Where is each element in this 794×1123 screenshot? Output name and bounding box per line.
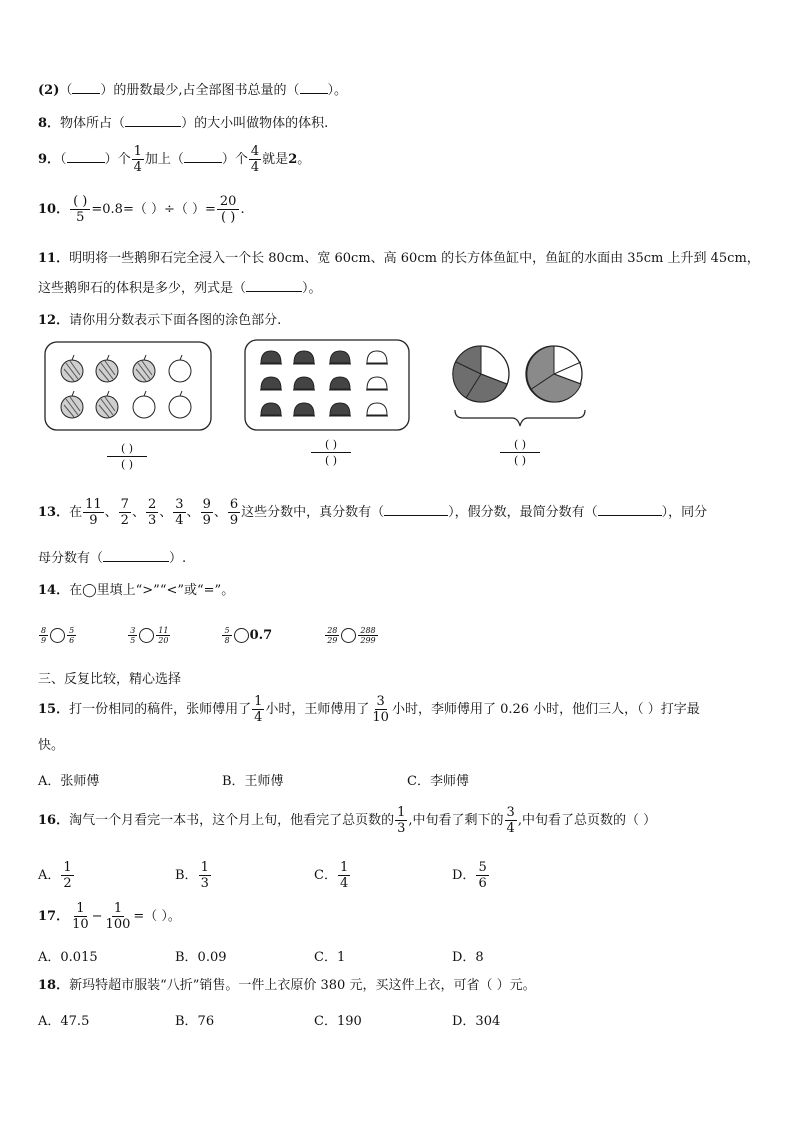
separator: 、 bbox=[104, 505, 118, 520]
fraction: $\frac{4}{4}$ bbox=[250, 144, 260, 175]
question-11-line1: 11．明明将一些鹅卵石完全浸入一个长 80cm、宽 60cm、高 60cm 的长方体鱼缸中，鱼缸的水面由 35cm 上升到 45cm， bbox=[38, 251, 760, 266]
option-d[interactable]: D． $\frac{5}{6}$ bbox=[452, 860, 487, 891]
question-number: 18． bbox=[38, 978, 70, 993]
compare-circle[interactable] bbox=[50, 628, 65, 643]
answer-blank[interactable] bbox=[384, 515, 448, 516]
question-number: 9． bbox=[38, 152, 61, 167]
answer-fraction-3[interactable]: ( ) ( ) bbox=[500, 437, 540, 468]
question-2-part: (2)（ ）的册数最少,占全部图书总量的（ ）。 bbox=[38, 83, 348, 98]
compare-circle[interactable] bbox=[341, 628, 356, 643]
answer-blank[interactable] bbox=[598, 515, 662, 516]
peach-picture bbox=[244, 339, 410, 431]
shaded-circle-left bbox=[453, 346, 509, 402]
question-13-line1: 13．在 $\frac{11}{9}$ 、 $\frac{7}{2}$ 、 $\frac{2}{3}$ 、 $\frac{3}{4}$ 、 $\frac{9}{9}$ 、 $\frac{6}{9}$ 这些分数中，真分数有（ ），假分数，最简分数有（ ），同分 bbox=[38, 497, 708, 528]
question-12: 12．请你用分数表示下面各图的涂色部分. bbox=[38, 313, 282, 328]
option-c[interactable]: C．1 bbox=[314, 950, 346, 965]
fraction: $\frac{3}{10}$ bbox=[372, 694, 389, 725]
answer-blank[interactable] bbox=[246, 291, 302, 292]
option-a[interactable]: A．47.5 bbox=[38, 1014, 90, 1029]
fraction: $\frac{1}{100}$ bbox=[105, 901, 131, 932]
fraction-list bbox=[82, 497, 241, 528]
option-a[interactable]: A．0.015 bbox=[38, 950, 98, 965]
separator: 、 bbox=[213, 505, 227, 520]
option-b[interactable]: B．76 bbox=[175, 1014, 215, 1029]
answer-fraction-1[interactable]: ( ) ( ) bbox=[107, 441, 147, 472]
option-d[interactable]: D．8 bbox=[452, 950, 484, 965]
compare-item: $\frac{8}{9}$ $\frac{5}{6}$ bbox=[41, 626, 75, 645]
question-number: 13． bbox=[38, 505, 70, 520]
question-15-line1: 15．打一份相同的稿件，张师傅用了 $\frac{1}{4}$ 小时，王师傅用了 $\frac{3}{10}$ 小时，李师傅用了 0.26 小时，他们三人，（ ）打字最 bbox=[38, 694, 700, 725]
fraction: $\frac{20}{( )}$ bbox=[217, 194, 240, 225]
shaded-circle-right bbox=[526, 346, 582, 402]
option-c[interactable]: C．李师傅 bbox=[407, 774, 469, 789]
question-14-items bbox=[38, 625, 379, 647]
compare-circle[interactable] bbox=[234, 628, 249, 643]
answer-blank[interactable] bbox=[125, 126, 181, 127]
option-d[interactable]: D．304 bbox=[452, 1014, 501, 1029]
section-title: 三、反复比较，精心选择 bbox=[38, 672, 182, 687]
separator: 、 bbox=[186, 505, 200, 520]
fraction: $\frac{3}{4}$ bbox=[506, 805, 515, 836]
question-18: 18．新玛特超市服装“八折”销售。一件上衣原价 380 元，买这件上衣，可省（ ）元。 bbox=[38, 978, 536, 993]
answer-blank[interactable] bbox=[72, 93, 100, 94]
question-9: 9．（ ）个 $\frac{1}{4}$ 加上（ ）个 $\frac{4}{4}$ 就是2。 bbox=[38, 144, 311, 175]
fraction: $\frac{6}{9}$ bbox=[229, 497, 239, 528]
option-c[interactable]: C． $\frac{1}{4}$ bbox=[314, 860, 349, 891]
fraction: $\frac{1}{10}$ bbox=[72, 901, 89, 932]
question-number: 14． bbox=[38, 583, 70, 598]
compare-circle[interactable] bbox=[139, 628, 154, 643]
fraction: $\frac{1}{3}$ bbox=[397, 805, 406, 836]
option-c[interactable]: C．190 bbox=[314, 1014, 362, 1029]
question-16: 16．淘气一个月看完一本书，这个月上旬，他看完了总页数的 $\frac{1}{3}$ ,中旬看了剩下的 $\frac{3}{4}$ ,中旬看了总页数的（ ） bbox=[38, 805, 657, 836]
separator: 、 bbox=[131, 505, 145, 520]
question-14: 14．在◯里填上“>”“<”或“=”。 bbox=[38, 583, 235, 598]
option-b[interactable]: B．0.09 bbox=[175, 950, 227, 965]
fraction: $\frac{( )}{5}$ bbox=[70, 194, 90, 225]
answer-blank[interactable] bbox=[67, 162, 105, 163]
separator: 、 bbox=[159, 505, 173, 520]
brace bbox=[455, 410, 585, 426]
question-10: 10． $\frac{( )}{5}$ =0.8=（ ）÷（ ）= $\frac{20}{( )}$ . bbox=[38, 194, 245, 225]
fraction: $\frac{2}{3}$ bbox=[147, 497, 157, 528]
question-number: 17． bbox=[38, 909, 70, 924]
fraction: $\frac{3}{4}$ bbox=[175, 497, 184, 528]
circle-picture bbox=[452, 340, 588, 430]
option-b[interactable]: B． $\frac{1}{3}$ bbox=[175, 860, 209, 891]
question-number: 12． bbox=[38, 313, 70, 328]
answer-blank[interactable] bbox=[103, 561, 169, 562]
question-15-line2: 快。 bbox=[38, 738, 65, 753]
answer-fraction-2[interactable]: ( ) ( ) bbox=[311, 437, 351, 468]
question-17: 17． $\frac{1}{10}$ − $\frac{1}{100}$ =（ ）。 bbox=[38, 901, 181, 932]
option-a[interactable]: A．张师傅 bbox=[38, 774, 100, 789]
question-number: 11． bbox=[38, 251, 70, 266]
fraction: $\frac{7}{2}$ bbox=[120, 497, 129, 528]
fraction: $\frac{11}{9}$ bbox=[85, 497, 102, 528]
question-13-line2: 母分数有（ ）. bbox=[38, 551, 187, 566]
fraction: $\frac{1}{4}$ bbox=[254, 694, 263, 725]
answer-blank[interactable] bbox=[184, 162, 222, 163]
question-number: 16． bbox=[38, 813, 70, 828]
question-number: 15． bbox=[38, 702, 70, 717]
option-a[interactable]: A． $\frac{1}{2}$ bbox=[38, 860, 72, 891]
fraction: $\frac{9}{9}$ bbox=[202, 497, 211, 528]
question-number: 8． bbox=[38, 116, 61, 131]
peach-icons bbox=[260, 351, 388, 416]
question-number: 10． bbox=[38, 202, 70, 217]
compare-item: $\frac{28}{29}$ $\frac{288}{299}$ bbox=[327, 626, 376, 645]
apple-picture bbox=[44, 341, 212, 431]
fraction: $\frac{1}{4}$ bbox=[133, 144, 142, 175]
question-11-line2: 这些鹅卵石的体积是多少，列式是（ ）。 bbox=[38, 281, 322, 296]
answer-blank[interactable] bbox=[300, 93, 328, 94]
compare-item: $\frac{3}{5}$ $\frac{11}{20}$ bbox=[130, 626, 169, 645]
question-8: 8．物体所占（ ）的大小叫做物体的体积. bbox=[38, 116, 329, 131]
decimal-value: 0.7 bbox=[249, 628, 273, 643]
option-b[interactable]: B．王师傅 bbox=[222, 774, 284, 789]
apple-icons bbox=[61, 355, 191, 418]
q-part-label: (2) bbox=[38, 83, 60, 98]
compare-item: $\frac{5}{8}$ 0.7 bbox=[224, 626, 273, 645]
